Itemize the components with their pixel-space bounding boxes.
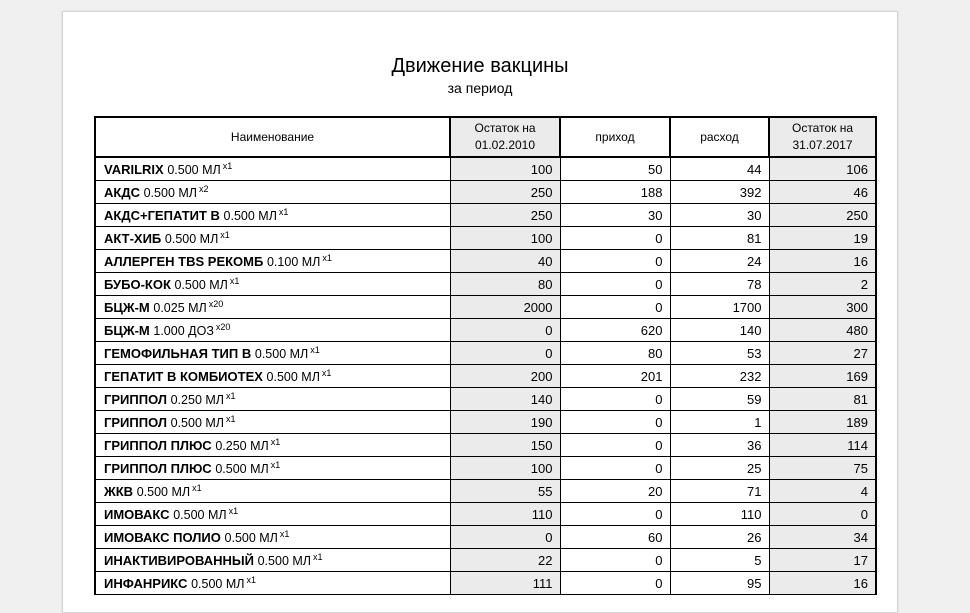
vaccine-multiplier: x1 [322,252,332,263]
opening-balance-cell: 250 [450,181,560,204]
vaccine-multiplier: x2 [198,183,209,194]
opening-balance-cell: 0 [450,342,560,365]
vaccine-name: АКДС [104,184,140,200]
row-name-cell [95,342,450,365]
vaccine-name: ГЕМОФИЛЬНАЯ ТИП В [104,345,252,361]
table-row [95,250,876,273]
row-name-cell [95,503,450,526]
closing-balance-cell: 480 [769,319,876,342]
table-row [95,181,876,204]
row-name-cell [95,526,450,549]
row-name-cell [95,273,450,296]
closing-balance-cell: 46 [769,181,876,204]
table-row [95,365,876,388]
income-cell: 0 [560,296,670,319]
document-subtitle: за период [447,80,513,96]
table-row [95,572,876,595]
vaccine-pack: 0.500 МЛ [191,576,245,591]
vaccine-name: ЖКВ [104,483,134,499]
expense-cell: 30 [670,204,769,227]
vaccine-pack: 0.500 МЛ [167,162,221,177]
vaccine-pack: 0.500 МЛ [173,507,227,522]
row-name-cell [95,250,450,273]
row-name-cell [95,365,450,388]
opening-balance-cell: 55 [450,480,560,503]
income-cell: 0 [560,503,670,526]
income-cell: 0 [560,227,670,250]
vaccine-multiplier: x1 [246,574,256,585]
table-row [95,157,876,181]
opening-balance-cell: 100 [450,157,560,181]
vaccine-pack: 0.250 МЛ [170,392,224,407]
closing-balance-cell: 4 [769,480,876,503]
vaccine-multiplier: x1 [222,160,233,171]
row-name-cell [95,388,450,411]
vaccine-name: ИМОВАКС ПОЛИО [104,529,221,545]
vaccine-pack: 0.500 МЛ [215,461,269,476]
vaccine-multiplier: x1 [270,459,281,470]
vaccine-multiplier: x1 [192,482,202,493]
vaccine-pack: 0.500 МЛ [224,530,278,545]
opening-balance-cell: 250 [450,204,560,227]
table-row [95,273,876,296]
income-cell: 30 [560,204,670,227]
vaccine-name: ГРИППОЛ ПЛЮС [104,460,212,476]
table-header-row [95,117,876,157]
vaccine-name: ИМОВАКС [104,506,170,522]
vaccine-multiplier: x20 [215,321,231,332]
vaccine-name: ГЕПАТИТ В КОМБИОТЕХ [104,368,263,384]
expense-cell: 81 [670,227,769,250]
vaccine-pack: 0.500 МЛ [164,231,219,246]
expense-cell: 44 [670,157,769,181]
vaccine-multiplier: x1 [278,206,289,217]
opening-balance-cell: 80 [450,273,560,296]
vaccine-name: АЛЛЕРГЕН TBS РЕКОМБ [104,253,264,269]
expense-cell: 5 [670,549,769,572]
opening-balance-cell: 40 [450,250,560,273]
vaccine-multiplier: x1 [270,436,281,447]
opening-balance-cell: 22 [450,549,560,572]
table-row [95,388,876,411]
table-row [95,549,876,572]
row-name-cell [95,157,450,181]
expense-cell: 110 [670,503,769,526]
document-title: Движение вакцины [391,55,569,77]
table-row [95,296,876,319]
closing-balance-cell: 75 [769,457,876,480]
expense-cell: 53 [670,342,769,365]
vaccine-multiplier: x1 [225,413,236,424]
income-cell: 620 [560,319,670,342]
income-cell: 0 [560,457,670,480]
vaccine-name: БУБО-КОК [104,276,171,292]
closing-balance-cell: 16 [769,572,876,595]
closing-balance-cell: 16 [769,250,876,273]
opening-balance-cell: 200 [450,365,560,388]
vaccine-pack: 0.500 МЛ [136,484,191,499]
header-closing-balance: Остаток на 31.07.2017 [769,117,876,157]
row-name-cell [95,572,450,595]
vaccine-pack: 1.000 ДОЗ [153,323,214,338]
expense-cell: 24 [670,250,769,273]
vaccine-pack: 0.100 МЛ [266,254,321,269]
vaccine-pack: 0.025 МЛ [153,300,207,315]
expense-cell: 392 [670,181,769,204]
opening-balance-cell: 150 [450,434,560,457]
income-cell: 0 [560,434,670,457]
vaccine-multiplier: x1 [321,367,332,378]
vaccine-name: ИНАКТИВИРОВАННЫЙ [104,552,254,568]
closing-balance-cell: 114 [769,434,876,457]
row-name-cell [95,181,450,204]
vaccine-pack: 0.500 МЛ [170,415,224,430]
income-cell: 201 [560,365,670,388]
vaccine-multiplier: x1 [228,505,239,516]
closing-balance-cell: 2 [769,273,876,296]
income-cell: 0 [560,572,670,595]
vaccine-multiplier: x1 [220,229,230,240]
header-income: приход [560,117,670,157]
table-row [95,480,876,503]
vaccine-pack: 0.250 МЛ [215,438,269,453]
opening-balance-cell: 111 [450,572,560,595]
expense-cell: 232 [670,365,769,388]
vaccine-multiplier: x1 [225,390,236,401]
vaccine-name: ГРИППОЛ ПЛЮС [104,437,212,453]
row-name-cell [95,480,450,503]
vaccine-name: ГРИППОЛ [104,391,167,407]
closing-balance-cell: 106 [769,157,876,181]
vaccine-name: АКДС+ГЕПАТИТ В [104,207,220,223]
table-row [95,204,876,227]
income-cell: 0 [560,549,670,572]
income-cell: 0 [560,250,670,273]
opening-balance-cell: 2000 [450,296,560,319]
opening-balance-cell: 110 [450,503,560,526]
vaccine-pack: 0.500 МЛ [143,185,197,200]
row-name-cell [95,204,450,227]
vaccine-name: ГРИППОЛ [104,414,167,430]
income-cell: 188 [560,181,670,204]
expense-cell: 71 [670,480,769,503]
vaccine-name: АКТ-ХИБ [104,230,162,246]
vaccine-multiplier: x20 [208,298,224,309]
table-row [95,434,876,457]
row-name-cell [95,457,450,480]
expense-cell: 36 [670,434,769,457]
table-row [95,319,876,342]
closing-balance-cell: 169 [769,365,876,388]
vaccine-multiplier: x1 [312,551,323,562]
income-cell: 50 [560,157,670,181]
expense-cell: 1700 [670,296,769,319]
opening-balance-cell: 140 [450,388,560,411]
closing-balance-cell: 34 [769,526,876,549]
opening-balance-cell: 0 [450,526,560,549]
expense-cell: 25 [670,457,769,480]
opening-balance-cell: 100 [450,457,560,480]
income-cell: 20 [560,480,670,503]
vaccine-movement-table [94,116,877,595]
closing-balance-cell: 0 [769,503,876,526]
row-name-cell [95,411,450,434]
closing-balance-cell: 17 [769,549,876,572]
income-cell: 0 [560,411,670,434]
table-row [95,342,876,365]
vaccine-pack: 0.500 МЛ [174,277,228,292]
document-page [62,11,898,613]
header-expense: расход [670,117,769,157]
row-name-cell [95,434,450,457]
opening-balance-cell: 0 [450,319,560,342]
vaccine-multiplier: x1 [310,344,320,355]
vaccine-multiplier: x1 [279,528,290,539]
closing-balance-cell: 189 [769,411,876,434]
table-row [95,227,876,250]
table-row [95,411,876,434]
vaccine-pack: 0.500 МЛ [266,369,320,384]
closing-balance-cell: 19 [769,227,876,250]
vaccine-multiplier: x1 [229,275,240,286]
vaccine-name: БЦЖ-М [104,299,150,315]
expense-cell: 59 [670,388,769,411]
expense-cell: 1 [670,411,769,434]
vaccine-name: ИНФАНРИКС [104,575,188,591]
expense-cell: 95 [670,572,769,595]
table-row [95,526,876,549]
income-cell: 80 [560,342,670,365]
vaccine-name: VARILRIX [104,161,164,177]
opening-balance-cell: 100 [450,227,560,250]
row-name-cell [95,319,450,342]
header-name: Наименование [95,117,450,157]
row-name-cell [95,227,450,250]
income-cell: 0 [560,273,670,296]
expense-cell: 140 [670,319,769,342]
closing-balance-cell: 27 [769,342,876,365]
opening-balance-cell: 190 [450,411,560,434]
vaccine-name: БЦЖ-М [104,322,150,338]
table-row [95,503,876,526]
header-opening-balance: Остаток на 01.02.2010 [450,117,560,157]
table-row [95,457,876,480]
income-cell: 60 [560,526,670,549]
expense-cell: 78 [670,273,769,296]
closing-balance-cell: 250 [769,204,876,227]
closing-balance-cell: 81 [769,388,876,411]
vaccine-pack: 0.500 МЛ [254,346,309,361]
closing-balance-cell: 300 [769,296,876,319]
vaccine-pack: 0.500 МЛ [223,208,277,223]
income-cell: 0 [560,388,670,411]
vaccine-pack: 0.500 МЛ [257,553,311,568]
expense-cell: 26 [670,526,769,549]
row-name-cell [95,549,450,572]
row-name-cell [95,296,450,319]
